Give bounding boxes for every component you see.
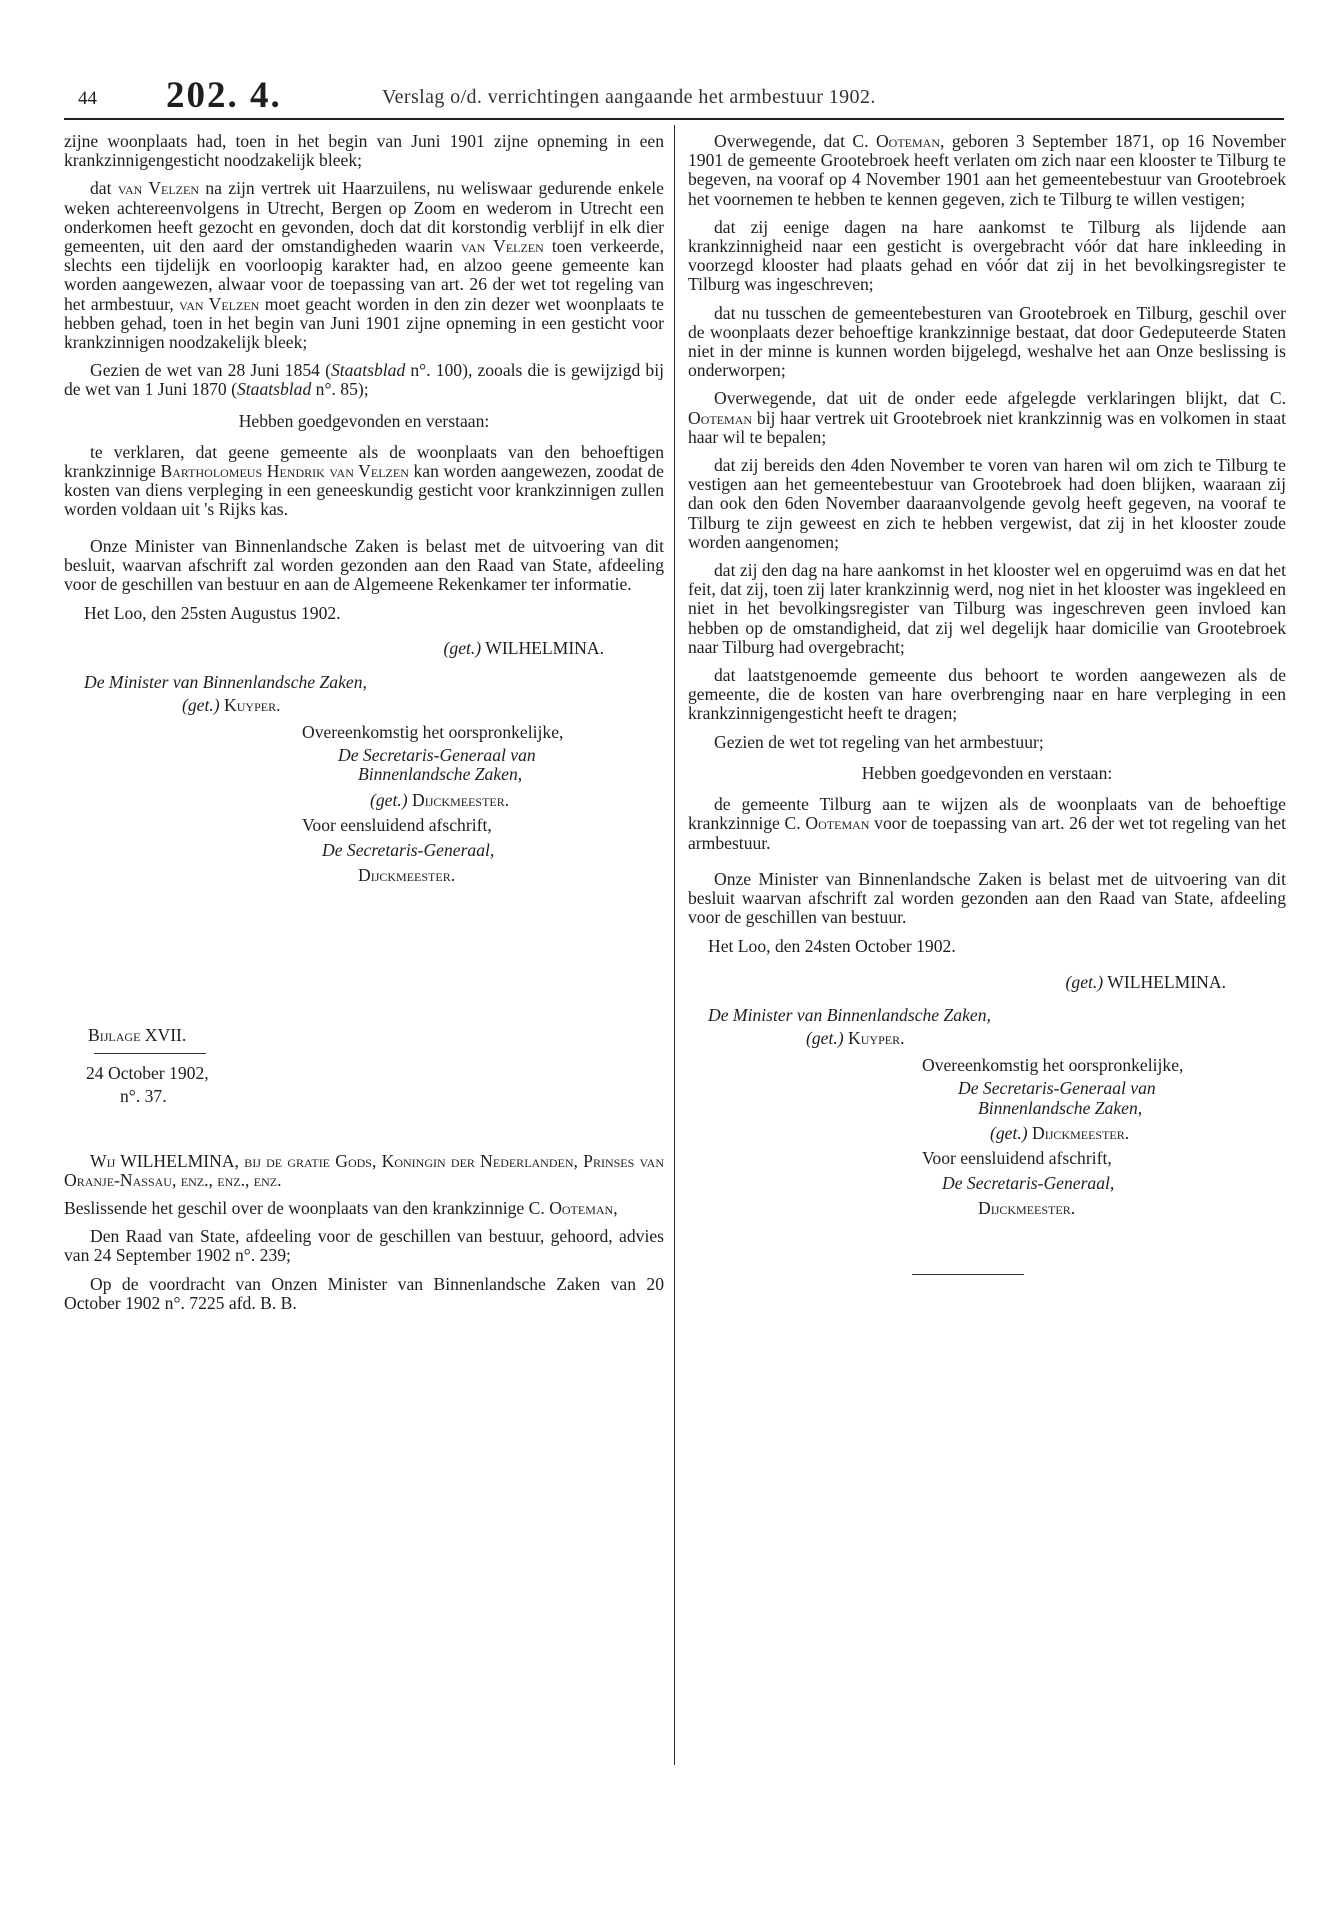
annex-number: n°. 37. — [120, 1085, 167, 1106]
place-date: Het Loo, den 24sten October 1902. — [708, 936, 956, 957]
paragraph: Onze Minister van Binnenlandsche Zaken is belast met de uitvoering van dit besluit, waarvan afschrift zal worden gezonden aan den Raad van State, afdeeling voor de geschillen van bestuur en aan de Algemeene Rekenkamer ter informatie. — [64, 535, 664, 595]
certification-text: Overeenkomstig het oorspronkelijke, — [922, 1055, 1184, 1076]
document-number: 202. 4. — [166, 75, 282, 116]
heading: Hebben goedgevonden en verstaan: — [861, 762, 1113, 783]
minister-title: De Minister van Binnenlandsche Zaken, — [708, 1004, 991, 1025]
paragraph: Overwegende, dat uit de onder eede afgelegde verklaringen blijkt, dat C. Ooteman bij haar vertrek uit Grootebroek niet krankzinnig was en volkomen in staat haar wil te bepalen; — [688, 388, 1286, 447]
certification-block: Overeenkomstig het oorspronkelijke, De Secretaris-Generaal van Binnenlandsche Zaken, (get.) Dijckmeester. Voor eensluidend afschrift, De Secretaris-Generaal, Dijckmeester. — [922, 1056, 1286, 1218]
paragraph: Den Raad van State, afdeeling voor de geschillen van bestuur, gehoord, advies van 24 September 1902 n°. 239; — [64, 1226, 664, 1266]
paragraph: Gezien de wet tot regeling van het armbestuur; — [714, 731, 1044, 752]
person-name: Bartholomeus Hendrik van Velzen — [160, 461, 409, 482]
person-name: van Velzen — [117, 178, 200, 199]
right-column — [688, 132, 1286, 1275]
annex-block — [64, 1024, 664, 1108]
end-rule — [912, 1274, 1024, 1275]
page-number: 44 — [78, 88, 97, 109]
minister-signature: (get.) Kuyper. — [182, 694, 281, 715]
paragraph: dat van Velzen na zijn vertrek uit Haarzuilens, nu weliswaar gedurende enkele weken achtereenvolgens in Utrecht, Bergen op Zoom en wederom in Utrecht een onderkomen heeft gezocht en gevonden, doch dat dit korstondig verblijf in elk dier gemeenten, uit den aard der omstandigheden waarin van Velzen toen verkeerde, slechts een tijdelijk en voorloopig karakter had, en alzoo geene gemeente kan worden aangewezen, alwaar voor de toepassing van art. 26 der wet tot regeling van het armbestuur, van Velzen moet geacht worden in den zin dezer wet woonplaats te hebben gehad, toen in het begin van Juni 1901 zijne opneming in een gesticht voor krankzinnigen noodzakelijk bleek; — [64, 178, 664, 353]
paragraph: Overwegende, dat C. Ooteman, geboren 3 September 1871, op 16 November 1901 de gemeente Grootebroek heeft verlaten om zich naar een klooster te Tilburg te begeven, na vooraf op 4 November 1901 aan het gemeentebestuur van Grootebroek het voornemen te hebben te kennen gegeven, zich te Tilburg te willen vestigen; — [688, 131, 1286, 209]
certification-block: Overeenkomstig het oorspronkelijke, De Secretaris-Generaal van Binnenlandsche Zaken, (get.) Dijckmeester. Voor eensluidend afschrift, De Secretaris-Generaal, Dijckmeester. — [302, 723, 664, 885]
annex-date: 24 October 1902, — [86, 1062, 209, 1083]
paragraph: dat zij den dag na hare aankomst in het klooster wel en opgeruimd was en dat het feit, dat zij, toen zij later krankzinnig werd, nog niet in het klooster was ingekleed en niet in het bevolkingsregister van Tilburg was ingeschreven geen invloed kan hebben op de omstandigheid, dat zij wel degelijk haar domicilie van Grootebroek naar Tilburg had overgebracht; — [688, 560, 1286, 657]
minister-signature: (get.) Kuyper. — [806, 1027, 905, 1048]
paragraph: zijne woonplaats had, toen in het begin van Juni 1901 zijne opneming in een krankzinnigengesticht noodzakelijk bleek; — [64, 131, 664, 171]
annex-title: Bijlage XVII. — [88, 1024, 187, 1045]
certification-text: Overeenkomstig het oorspronkelijke, — [302, 722, 564, 743]
paragraph: de gemeente Tilburg aan te wijzen als de woonplaats van de behoeftige krankzinnige C. Ooteman voor de toepassing van art. 26 der wet tot regeling van het armbestuur. — [688, 794, 1287, 853]
paragraph: dat nu tusschen de gemeentebesturen van Grootebroek en Tilburg, geschil over de woonplaats dezer behoeftige krankzinnige bestaat, dat door Gedeputeerde Staten niet in der minne is kunnen worden bijgelegd, weshalve het aan Onze beslissing is onderworpen; — [688, 302, 1286, 381]
paragraph: dat zij bereids den 4den November te voren van haren wil om zich te Tilburg te vestigen aan het gemeentebestuur van Grootebroek had doen blijken, waaraan zij dan ook den 6den November daaraanvolgende gevolg heeft gegeven, na vooraf te Tilburg te zijn geweest en zich te hebben vergewist, dat zij in het klooster zoude worden aangenomen; — [688, 455, 1286, 552]
paragraph: dat laatstgenoemde gemeente dus behoort te worden aangewezen als de gemeente, die de kosten van hare overbrenging naar en hare verpleging in een krankzinnigengesticht heeft te dragen; — [688, 665, 1286, 724]
annex-rule — [94, 1053, 206, 1054]
paragraph: Op de voordracht van Onzen Minister van Binnenlandsche Zaken van 20 October 1902 n°. 7225 afd. B. B. — [64, 1273, 664, 1313]
person-name: van Velzen — [179, 293, 260, 314]
page-header — [74, 72, 1274, 116]
minister-title: De Minister van Binnenlandsche Zaken, — [84, 671, 367, 692]
left-column — [64, 132, 664, 1322]
paragraph: te verklaren, dat geene gemeente als de woonplaats van den behoeftigen krankzinnige Bartholomeus Hendrik van Velzen kan worden aangewezen, zoodat de kosten van diens verpleging in een geneeskundig gesticht voor krankzinnigen zullen worden voldaan uit 's Rijks kas. — [64, 441, 664, 520]
paragraph: Gezien de wet van 28 Juni 1854 (Staatsblad n°. 100), zooals die is gewijzigd bij de wet van 1 Juni 1870 (Staatsblad n°. 85); — [64, 360, 664, 400]
signature: (get.) WILHELMINA. — [443, 638, 604, 659]
royal-preamble: Wij WILHELMINA, bij de gratie Gods, Koningin der Nederlanden, Prinses van Oranje-Nassau, enz., enz., enz. — [64, 1150, 664, 1190]
running-title: Verslag o/d. verrichtingen aangaande het armbestuur 1902. — [382, 86, 876, 108]
person-name: van Velzen — [460, 236, 544, 257]
paragraph: Onze Minister van Binnenlandsche Zaken is belast met de uitvoering van dit besluit waarvan afschrift zal worden gezonden aan den Raad van State, afdeeling voor de geschillen van bestuur. — [688, 868, 1286, 928]
paragraph: dat zij eenige dagen na hare aankomst te Tilburg als lijdende aan krankzinnigheid naar een gesticht is overgebracht vóór dat hare inkleeding in voorzegd klooster had plaats gehad en vóór dat zij in het bevolkingsregister te Tilburg was ingeschreven; — [688, 216, 1286, 295]
heading: Hebben goedgevonden en verstaan: — [238, 410, 490, 431]
signature: (get.) WILHELMINA. — [1065, 971, 1226, 992]
column-divider — [674, 125, 675, 1765]
paragraph: Beslissende het geschil over de woonplaats van den krankzinnige C. Ooteman, — [64, 1197, 618, 1218]
place-date: Het Loo, den 25sten Augustus 1902. — [84, 603, 341, 624]
header-rule — [64, 118, 1284, 120]
